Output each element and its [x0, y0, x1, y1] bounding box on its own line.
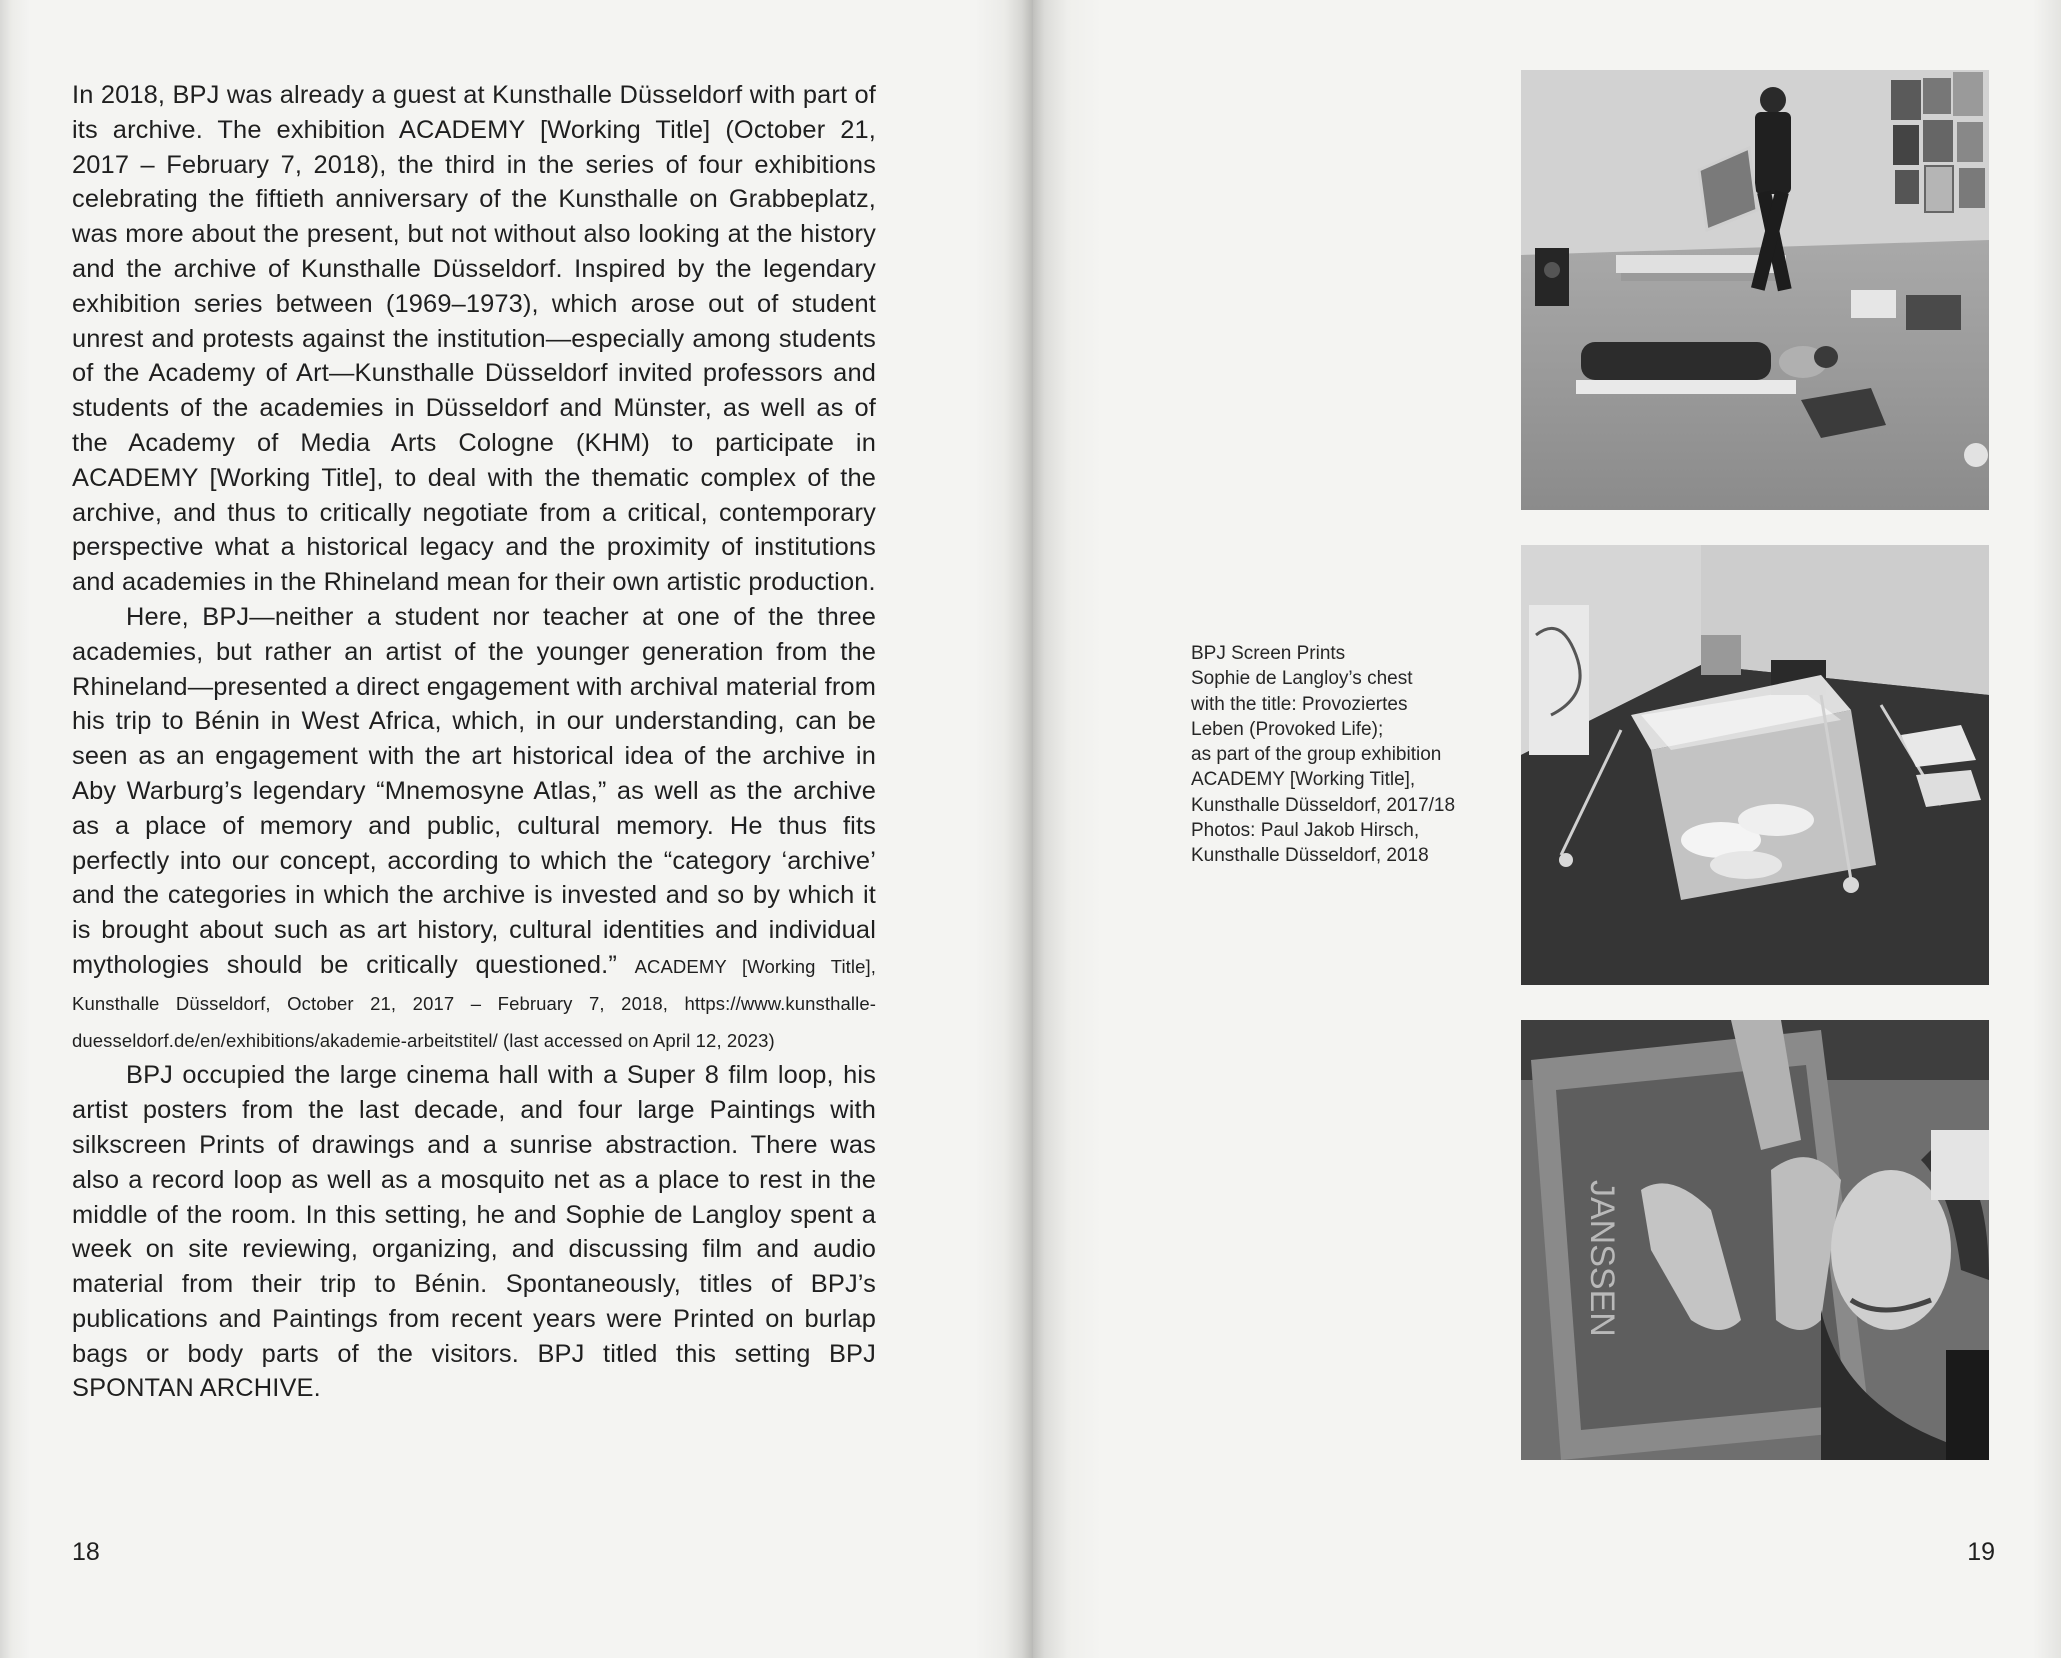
caption-line: BPJ Screen Prints — [1191, 643, 1346, 664]
paragraph-2 — [72, 600, 876, 1058]
caption-line: Leben (Provoked Life); — [1191, 718, 1384, 740]
paragraph-2-text: Here, BPJ—neither a student nor teacher at one of the three academies, but rather an artist of the younger generation from the Rhineland—presented a direct engagement with archival material from his trip to Bénin in West Africa, which, in our understanding, can be seen as an engagement with the art historical idea of the archive in Aby Warburg’s legendary “Mnemosyne Atlas,” as well as the archive as a place of memory and public, cultural memory. He thus fits perfectly into our concept, according to which the “category ‘archive’ and the categories in which the archive is invested and so by which it is brought about such as art history, cultural identities and individual mythologies should be critically questioned.” — [72, 602, 876, 979]
right-page — [1033, 0, 2061, 1658]
caption-line: ACADEMY [Working Title], — [1191, 769, 1416, 791]
screen-lettering: JANSSEN — [1583, 1180, 1621, 1337]
caption-line: with the title: Provoziertes — [1191, 693, 1408, 715]
caption-line: Kunsthalle Düsseldorf, 2017/18 — [1191, 794, 1456, 816]
caption-line: Kunsthalle Düsseldorf, 2018 — [1191, 845, 1429, 867]
photo-mosquito-net — [1521, 545, 1989, 985]
footnote: ACADEMY [Working Title], Kunsthalle Düsseldorf, October 21, 2017 – February 7, 2018, https://www.kunsthalle-duesseldorf.de/en/exhibitions/akademie-arbeitstitel/ (last accessed on April 12, 2023) — [72, 955, 876, 1051]
paragraph-3: BPJ occupied the large cinema hall with a Super 8 film loop, his artist posters from the last decade, and four large Paintings with silkscreen Prints of drawings and a sunrise abstraction. There was also a record loop as well as a mosquito net as a place to rest in the middle of the room. In this setting, he and Sophie de Langloy spent a week on site reviewing, organizing, and discussing film and audio material from their trip to Bénin. Spontaneously, titles of BPJ’s publications and Paintings from recent years were Printed on burlap bags or body parts of the visitors. BPJ titled this setting BPJ SPONTAN ARCHIVE. — [72, 1061, 876, 1403]
caption-line: as part of the group exhibition — [1191, 744, 1442, 766]
photo-screen-print — [1521, 1020, 1989, 1460]
body-text — [72, 78, 876, 1406]
page-number-left: 18 — [72, 1538, 100, 1566]
caption-line: Photos: Paul Jakob Hirsch, — [1191, 820, 1420, 842]
photo-caption — [1191, 641, 1501, 869]
paragraph-1: In 2018, BPJ was already a guest at Kunsthalle Düsseldorf with part of its archive. The exhibition ACADEMY [Working Title] (October 21, 2017 – February 7, 2018), the third in the series of four exhibitions celebrating the fiftieth anniversary of the Kunsthalle on Grabbeplatz, was more about the present, but not without also looking at the history and the archive of Kunsthalle Düsseldorf. Inspired by the legendary exhibition series between (1969–1973), which arose out of student unrest and protests against the institution—especially among students of the Academy of Art—Kunsthalle Düsseldorf invited professors and students of the academies in Düsseldorf and Münster, as well as of the Academy of Media Arts Cologne (KHM) to participate in ACADEMY [Working Title], to deal with the thematic complex of the archive, and thus to critically negotiate from a critical, contemporary perspective what a historical legacy and the proximity of institutions and academies in the Rhineland mean for their own artistic production. — [72, 81, 876, 597]
photo-performance — [1521, 70, 1989, 510]
page-number-right: 19 — [1967, 1538, 1995, 1566]
caption-line: Sophie de Langloy’s chest — [1191, 668, 1413, 690]
